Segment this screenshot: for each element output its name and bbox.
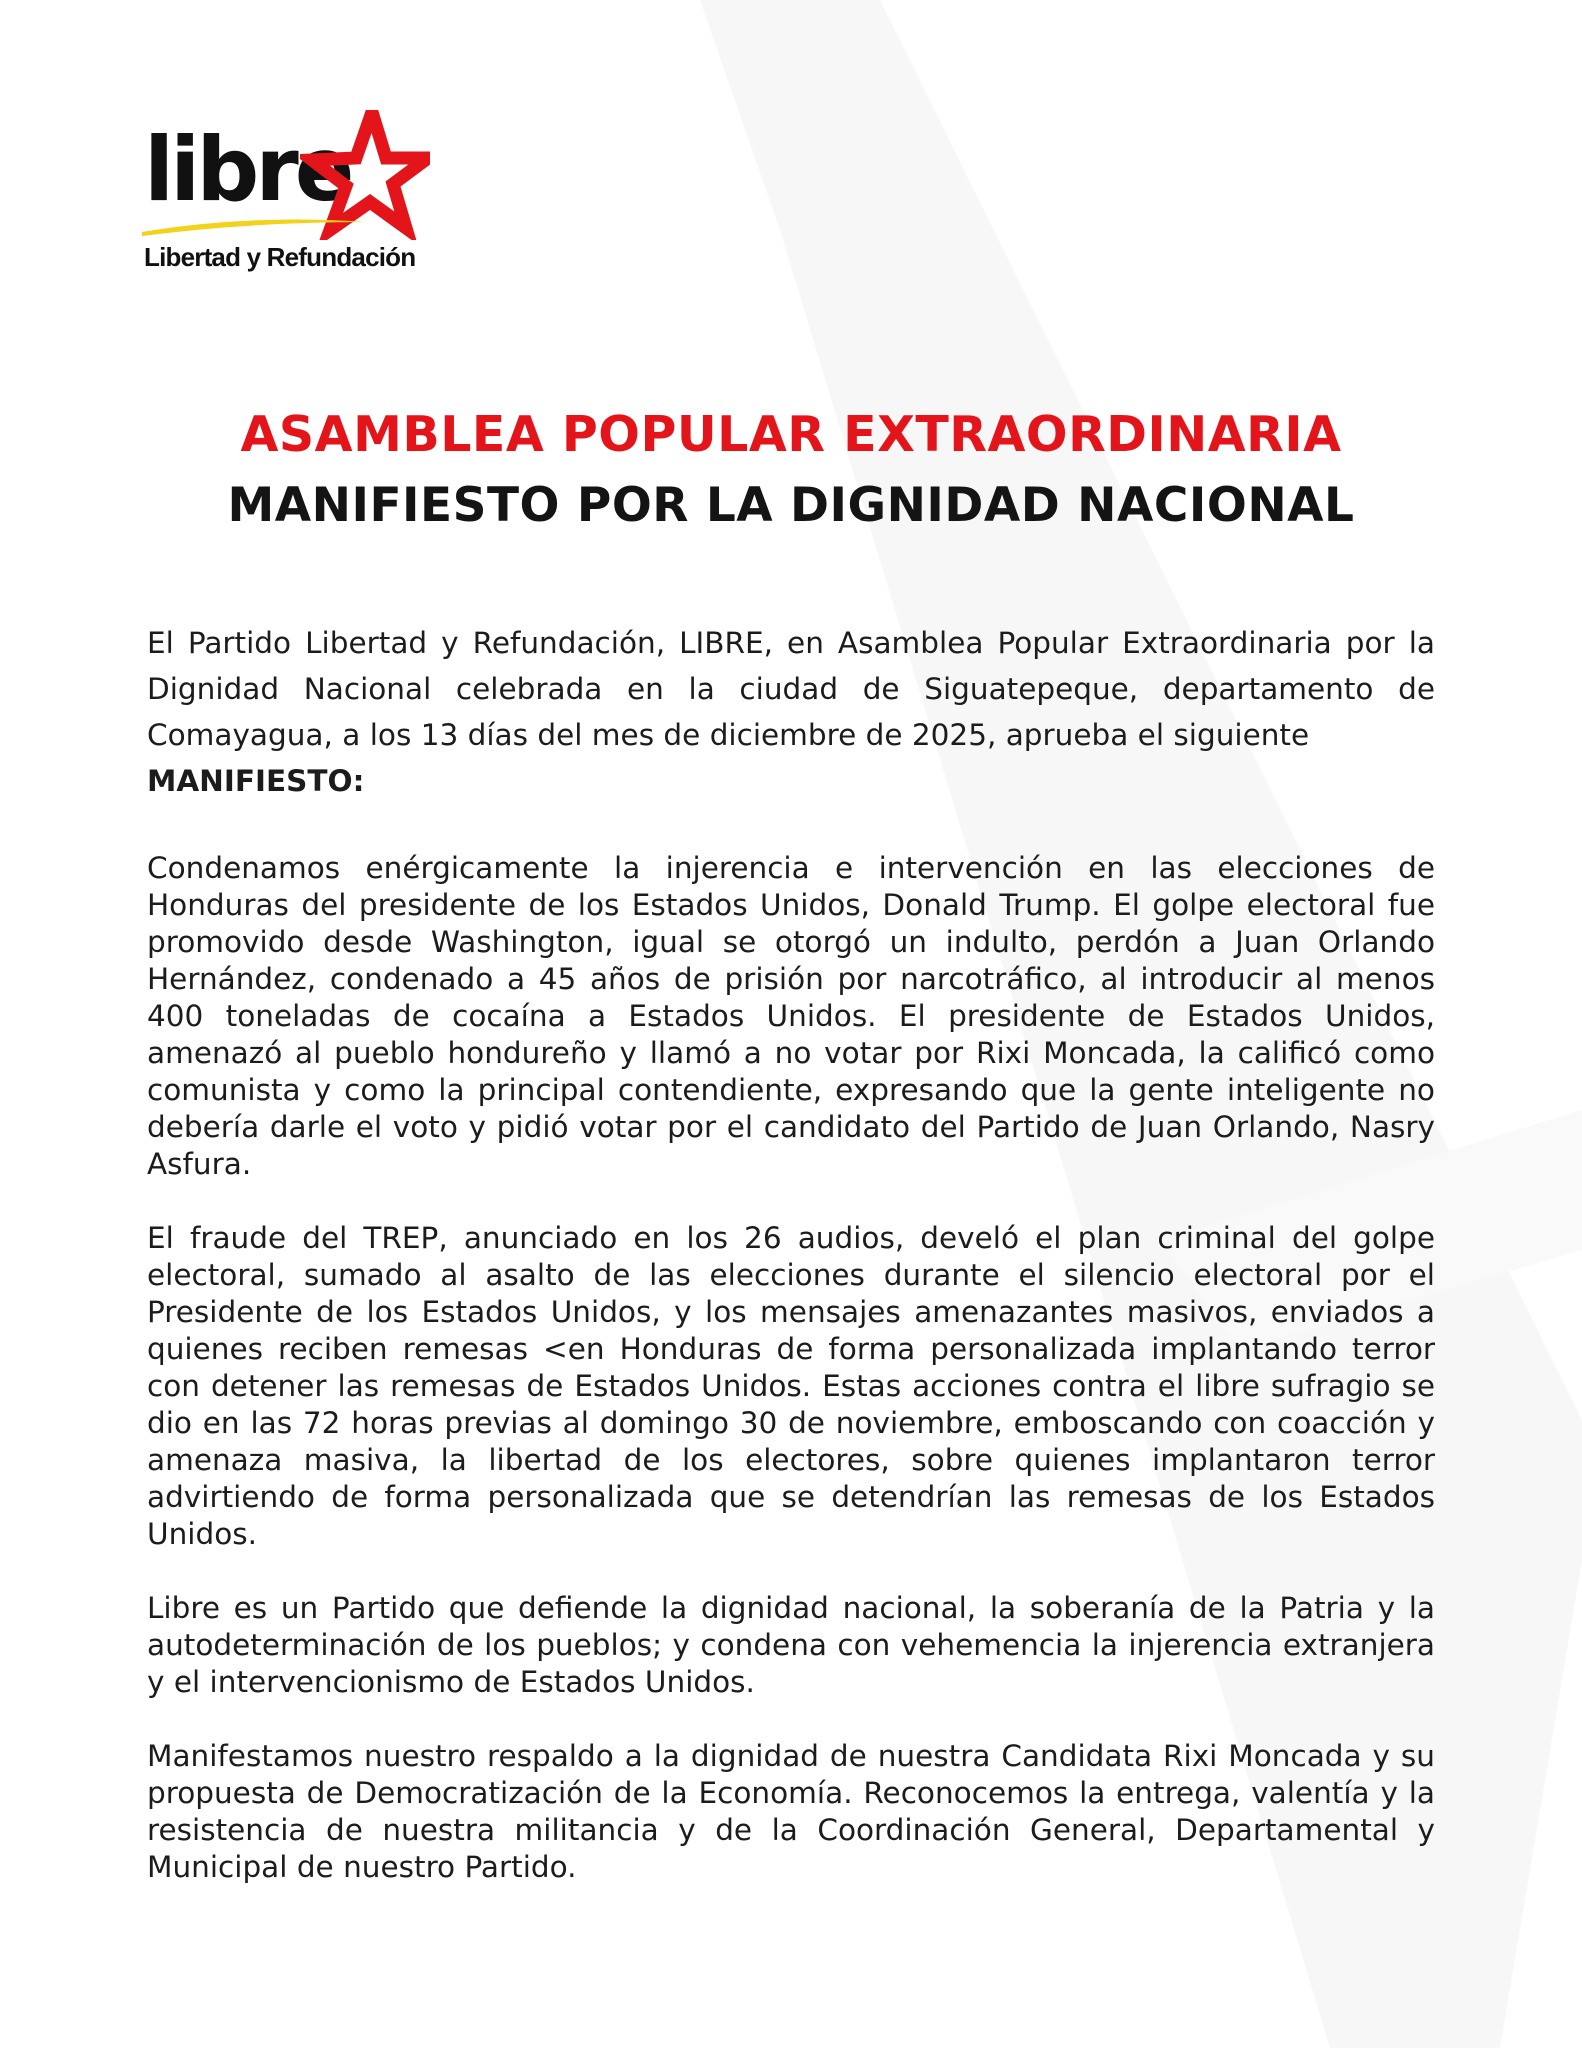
manifesto-body — [147, 620, 1435, 1886]
party-logo — [140, 110, 430, 280]
paragraph-support: Manifestamos nuestro respaldo a la dignidad de nuestra Candidata Rixi Moncada y su propuesta de Democratización de la Economía. Reconocemos la entrega, valentía y la resistencia de nuestra militancia y de la Coordinación General, Departamental y Municipal de nuestro Partido. — [147, 1739, 1435, 1884]
paragraph-sovereignty: Libre es un Partido que defiende la dignidad nacional, la soberanía de la Patria y la autodeterminación de los pueblos; y condena con vehemencia la injerencia extranjera y el intervencionismo de Estados Unidos. — [147, 1591, 1435, 1699]
logo-tagline: Libertad y Refundación — [144, 242, 416, 272]
intro-emphasis: MANIFIESTO: — [147, 764, 365, 798]
paragraph-fraud: El fraude del TREP, anunciado en los 26 audios, develó el plan criminal del golpe electoral, sumado al asalto de las elecciones durante el silencio electoral por el Presidente de los Estados Unidos, y los mensajes amenazantes masivos, enviados a quienes reciben remesas <en Honduras de forma personalizada implantando terror con detener las remesas de Estados Unidos. Estas acciones contra el libre sufragio se dio en las 72 horas previas al domingo 30 de noviembre, emboscando con coacción y amenaza masiva, la libertad de los electores, sobre quienes implantaron terror advirtiendo de forma personalizada que se detendrían las remesas de los Estados Unidos. — [147, 1221, 1435, 1551]
document-title: ASAMBLEA POPULAR EXTRAORDINARIA — [240, 406, 1342, 463]
intro-text: El Partido Libertad y Refundación, LIBRE, en Asamblea Popular Extraordinaria por la Dignidad Nacional celebrada en la ciudad de Siguatepeque, departamento de Comayagua, a los 13 días del mes de diciembre de 2025, aprueba el siguiente — [147, 626, 1435, 752]
logo-wordmark: libre — [144, 118, 351, 221]
intro-paragraph — [147, 620, 1435, 804]
paragraph-condemnation: Condenamos enérgicamente la injerencia e intervención en las elecciones de Honduras del presidente de los Estados Unidos, Donald Trump. El golpe electoral fue promovido desde Washington, igual se otorgó un indulto, perdón a Juan Orlando Hernández, condenado a 45 años de prisión por narcotráfico, al introducir al menos 400 toneladas de cocaína a Estados Unidos. El presidente de Estados Unidos, amenazó al pueblo hondureño y llamó a no votar por Rixi Moncada, la calificó como comunista y como la principal contendiente, expresando que la gente inteligente no debería darle el voto y pidió votar por el candidato del Partido de Juan Orlando, Nasry Asfura. — [147, 851, 1435, 1181]
document-subtitle: MANIFIESTO POR LA DIGNIDAD NACIONAL — [227, 478, 1355, 533]
logo-swoosh — [140, 210, 370, 240]
